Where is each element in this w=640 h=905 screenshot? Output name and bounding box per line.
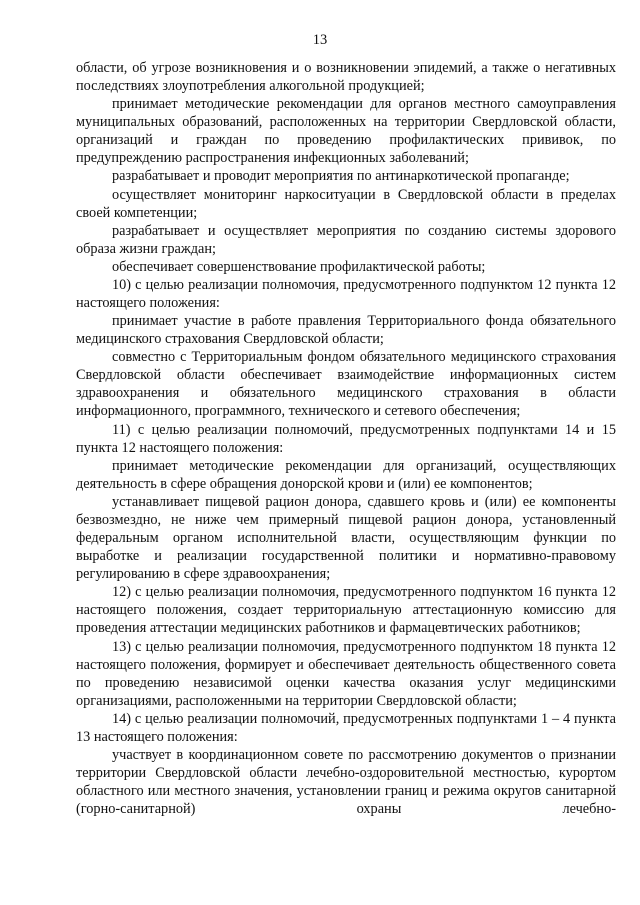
paragraph-item-10: 10) с целью реализации полномочия, предусмотренного подпунктом 12 пункта 12 настоящего положения: xyxy=(76,276,616,312)
page-number: 13 xyxy=(312,32,328,48)
paragraph-antidrug-propaganda: разрабатывает и проводит мероприятия по антинаркотической пропаганде; xyxy=(112,168,570,185)
document-body xyxy=(76,59,616,818)
paragraph-information-systems: совместно с Территориальным фондом обязательного медицинского страхования Свердловской области обеспечивает взаимодействие информационных систем здравоохранения и обязательного медицинского страхования в области информационного, программного, технического и сетевого обеспечения; xyxy=(76,349,616,420)
paragraph-donor-blood-recommendations: принимает методические рекомендации для организаций, осуществляющих деятельность в сфере обращения донорской крови и (или) ее компонентов; xyxy=(76,457,616,492)
paragraph-continuation: области, об угрозе возникновения и о возникновении эпидемий, а также о негативных последствиях злоупотребления алкогольной продукцией; xyxy=(76,60,616,95)
paragraph-coordination-council: участвует в координационном совете по рассмотрению документов о признании территории Свердловской области лечебно-оздоровительной местностью, курортом областного или местного значения, установлении границ и режима округов санитарной (горно-санитарной) охраны лечебно- xyxy=(76,746,616,818)
paragraph-drug-situation-monitoring: осуществляет мониторинг наркоситуации в Свердловской области в пределах своей компетенции; xyxy=(76,186,616,221)
paragraph-item-14: 14) с целью реализации полномочий, предусмотренных подпунктами 1 – 4 пункта 13 настоящего положения: xyxy=(76,710,616,745)
paragraph-item-12: 12) с целью реализации полномочия, предусмотренного подпунктом 16 пункта 12 настоящего положения, создает территориальную аттестационную комиссию для проведения аттестации медицинских работников и фармацевтических работников; xyxy=(76,584,616,637)
paragraph-donor-food-ration: устанавливает пищевой рацион донора, сдавшего кровь и (или) ее компоненты безвозмездно, не ниже чем примерный пищевой рацион донора, установленный федеральным органом исполнительной власти, осуществляющим функции по выработке и реализации государственной политики и нормативно-правовому регулированию в сфере здравоохранения; xyxy=(76,493,616,583)
paragraph-preventive-work: обеспечивает совершенствование профилактической работы; xyxy=(112,258,486,275)
paragraph-healthy-lifestyle: разрабатывает и осуществляет мероприятия по созданию системы здорового образа жизни граждан; xyxy=(76,222,616,257)
paragraph-insurance-fund-board: принимает участие в работе правления Территориального фонда обязательного медицинского страхования Свердловской области; xyxy=(76,313,616,348)
paragraph-methodical-recommendations-vaccination: принимает методические рекомендации для органов местного самоуправления муниципальных образований, расположенных на территории Свердловской области, организаций и граждан по проведению профилактических прививок, по предупреждению распространения инфекционных заболеваний; xyxy=(76,96,616,167)
paragraph-item-13: 13) с целью реализации полномочия, предусмотренного подпунктом 18 пункта 12 настоящего положения, формирует и обеспечивает деятельность общественного совета по проведению независимой оценки качества оказания услуг медицинскими организациями, расположенными на территории Свердловской области; xyxy=(76,638,616,709)
paragraph-item-11: 11) с целью реализации полномочий, предусмотренных подпунктами 14 и 15 пункта 12 настоящего положения: xyxy=(76,421,616,456)
